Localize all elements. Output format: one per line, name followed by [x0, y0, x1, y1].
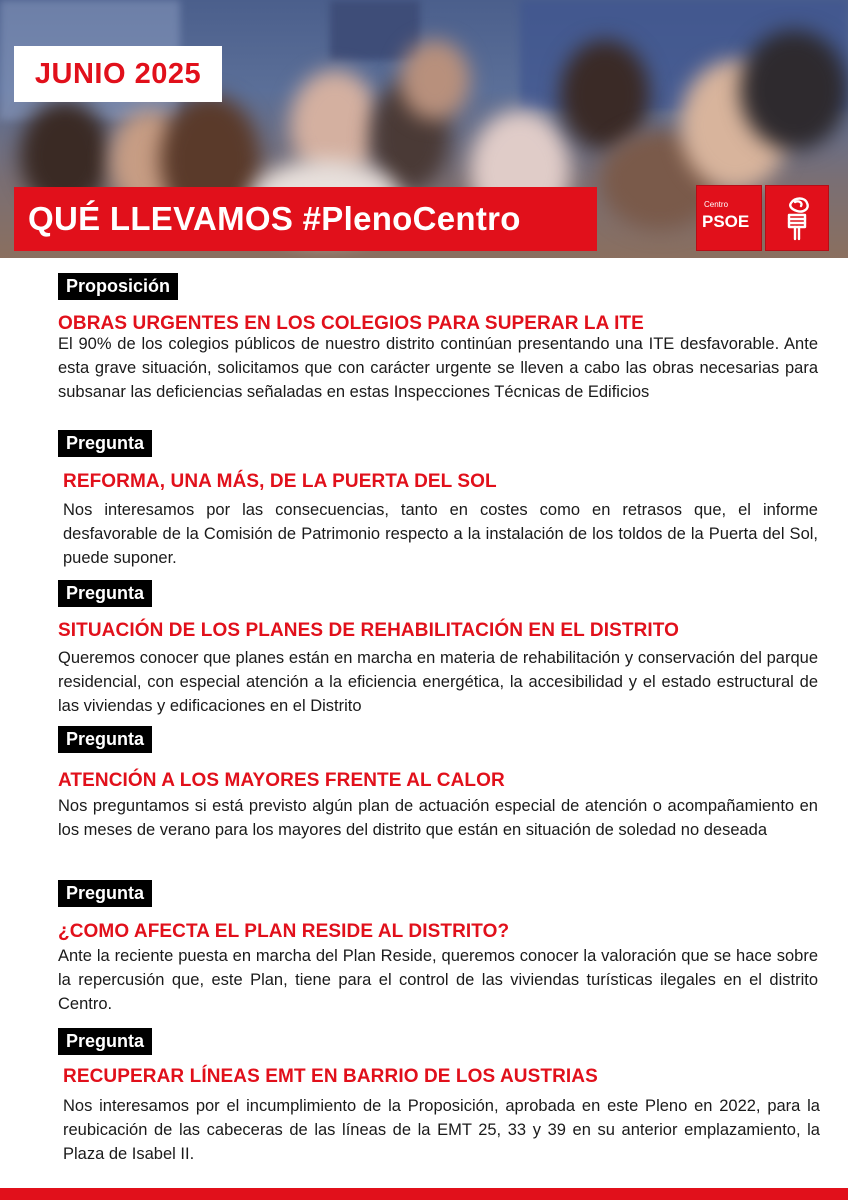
psoe-logo — [696, 185, 762, 251]
tag-proposicion: Proposición — [58, 273, 178, 300]
bottom-red-rule — [0, 1188, 848, 1200]
logo-small-text: Centro — [704, 200, 729, 209]
logo-main-text: PSOE — [702, 212, 750, 231]
page-title: QUÉ LLEVAMOS #PlenoCentro — [28, 200, 521, 237]
section-title: RECUPERAR LÍNEAS EMT EN BARRIO DE LOS AUSTRIAS — [63, 1066, 598, 1087]
date-badge-text: JUNIO 2025 — [34, 57, 202, 90]
date-badge — [14, 46, 222, 102]
page-title-bar — [14, 187, 597, 251]
section-body: Nos preguntamos si está previsto algún plan de actuación especial de atención o acompañamiento en los meses de verano para los mayores del distrito que están en situación de soledad no deseada — [58, 797, 818, 839]
section-title: ¿COMO AFECTA EL PLAN RESIDE AL DISTRITO? — [58, 921, 510, 942]
tag-pregunta: Pregunta — [58, 726, 152, 753]
rose-fist-icon — [765, 185, 829, 251]
section-title: REFORMA, UNA MÁS, DE LA PUERTA DEL SOL — [63, 471, 497, 492]
section-body: Nos interesamos por el incumplimiento de la Proposición, aprobada en este Pleno en 2022, para la reubicación de las cabeceras de las líneas de la EMT 25, 33 y 39 en su anterior emplazamiento, la Plaza de Isabel II. — [63, 1097, 820, 1163]
tag-pregunta: Pregunta — [58, 580, 152, 607]
tag-pregunta: Pregunta — [58, 430, 152, 457]
section-body: Nos interesamos por las consecuencias, tanto en costes como en retrasos que, el informe desfavorable de la Comisión de Patrimonio respecto a la instalación de los toldos de la Puerta del Sol, puede suponer. — [63, 501, 818, 567]
section-title: SITUACIÓN DE LOS PLANES DE REHABILITACIÓN EN EL DISTRITO — [58, 620, 680, 641]
section-title: ATENCIÓN A LOS MAYORES FRENTE AL CALOR — [58, 770, 505, 791]
tag-pregunta: Pregunta — [58, 880, 152, 907]
tag-pregunta: Pregunta — [58, 1028, 152, 1055]
section-body: El 90% de los colegios públicos de nuestro distrito continúan presentando una ITE desfavorable. Ante esta grave situación, solicitamos que con carácter urgente se lleven a cabo las obras necesarias para subsanar las deficiencias señaladas en estas Inspecciones Técnicas de Edificios — [58, 335, 818, 401]
section-body: Ante la reciente puesta en marcha del Plan Reside, queremos conocer la valoración que se hace sobre la repercusión que, este Plan, tiene para el control de las viviendas turísticas ilegales en el distrito Centro. — [58, 947, 818, 1013]
section-body: Queremos conocer que planes están en marcha en materia de rehabilitación y conservación del parque residencial, con especial atención a la eficiencia energética, la accesibilidad y el estado estructural de las viviendas y edificaciones en el Distrito — [58, 649, 818, 715]
section-title: OBRAS URGENTES EN LOS COLEGIOS PARA SUPERAR LA ITE — [58, 313, 644, 334]
